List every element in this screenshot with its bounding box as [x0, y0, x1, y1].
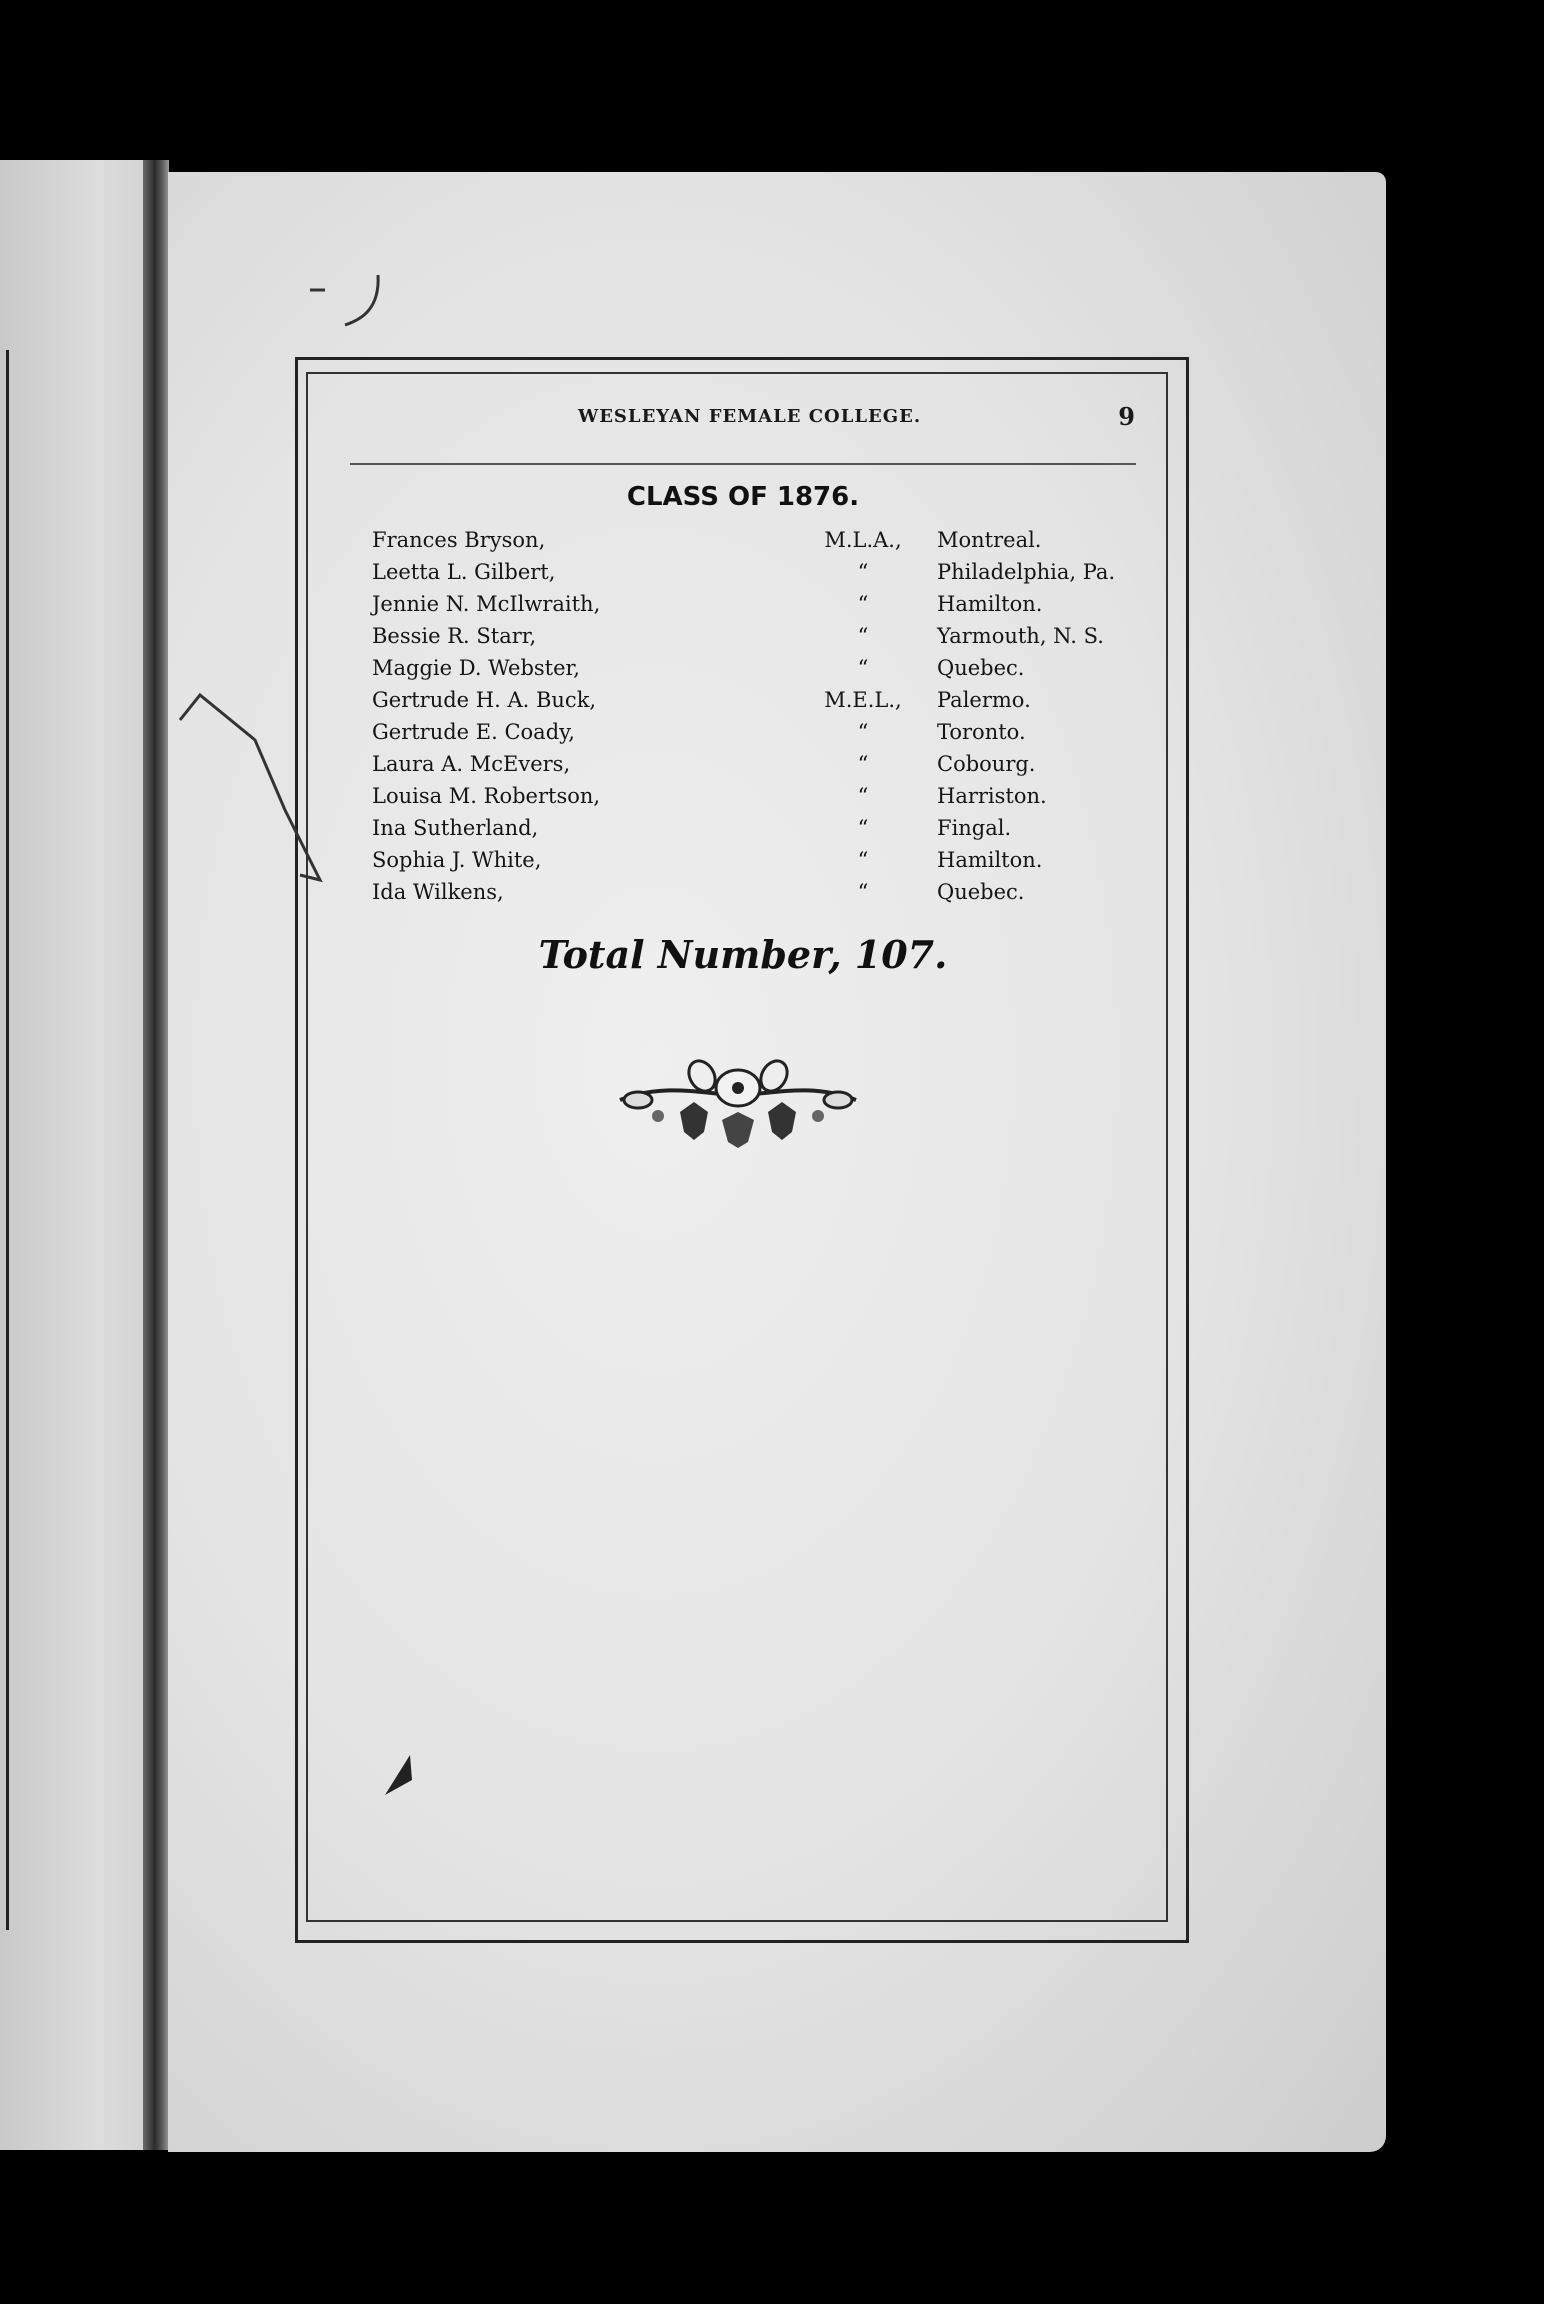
- roster-row: [372, 556, 1152, 588]
- left-page-edge: [0, 160, 165, 2150]
- roster-row: [372, 684, 1152, 716]
- degree: “: [857, 816, 869, 840]
- roster-row: [372, 524, 1152, 556]
- roster-row: [372, 780, 1152, 812]
- hometown: Fingal.: [937, 816, 1012, 840]
- page-number: 9: [1118, 402, 1136, 431]
- student-name: Frances Bryson,: [372, 528, 546, 552]
- hometown: Toronto.: [937, 720, 1026, 744]
- hometown: Montreal.: [937, 528, 1042, 552]
- left-page-frame: [0, 350, 9, 1930]
- degree: “: [857, 560, 869, 584]
- student-name: Gertrude H. A. Buck,: [372, 688, 597, 712]
- roster-row: [372, 652, 1152, 684]
- roster-row: [372, 588, 1152, 620]
- roster-row: [372, 748, 1152, 780]
- roster-row: [372, 620, 1152, 652]
- hometown: Philadelphia, Pa.: [937, 560, 1116, 584]
- student-name: Louisa M. Robertson,: [372, 784, 601, 808]
- student-name: Jennie N. McIlwraith,: [372, 592, 601, 616]
- total-number: Total Number, 107.: [538, 932, 948, 977]
- hometown: Harriston.: [937, 784, 1047, 808]
- class-roster: [372, 524, 1152, 908]
- degree: “: [857, 720, 869, 744]
- degree: “: [857, 880, 869, 904]
- header-rule: [350, 463, 1136, 465]
- book-gutter: [143, 160, 169, 2150]
- hometown: Palermo.: [937, 688, 1031, 712]
- degree: M.L.A.,: [824, 528, 902, 552]
- student-name: Bessie R. Starr,: [372, 624, 537, 648]
- running-title: WESLEYAN FEMALE COLLEGE.: [578, 406, 922, 427]
- hometown: Quebec.: [937, 880, 1025, 904]
- hometown: Hamilton.: [937, 848, 1043, 872]
- page-header: [350, 402, 1140, 442]
- hometown: Quebec.: [937, 656, 1025, 680]
- roster-row: [372, 812, 1152, 844]
- student-name: Sophia J. White,: [372, 848, 542, 872]
- ink-mark: [300, 270, 390, 340]
- degree: “: [857, 624, 869, 648]
- degree: “: [857, 752, 869, 776]
- degree: “: [857, 592, 869, 616]
- degree: M.E.L.,: [824, 688, 902, 712]
- student-name: Ina Sutherland,: [372, 816, 539, 840]
- degree: “: [857, 848, 869, 872]
- floral-ornament-icon: [610, 1050, 866, 1160]
- hometown: Hamilton.: [937, 592, 1043, 616]
- roster-row: [372, 876, 1152, 908]
- student-name: Ida Wilkens,: [372, 880, 504, 904]
- roster-row: [372, 844, 1152, 876]
- hometown: Cobourg.: [937, 752, 1036, 776]
- hometown: Yarmouth, N. S.: [937, 624, 1104, 648]
- degree: “: [857, 784, 869, 808]
- pencil-mark: [170, 690, 330, 890]
- student-name: Maggie D. Webster,: [372, 656, 580, 680]
- roster-row: [372, 716, 1152, 748]
- student-name: Leetta L. Gilbert,: [372, 560, 556, 584]
- student-name: Gertrude E. Coady,: [372, 720, 575, 744]
- degree: “: [857, 656, 869, 680]
- ink-mark: [380, 1750, 420, 1800]
- student-name: Laura A. McEvers,: [372, 752, 571, 776]
- section-title: CLASS OF 1876.: [626, 482, 860, 512]
